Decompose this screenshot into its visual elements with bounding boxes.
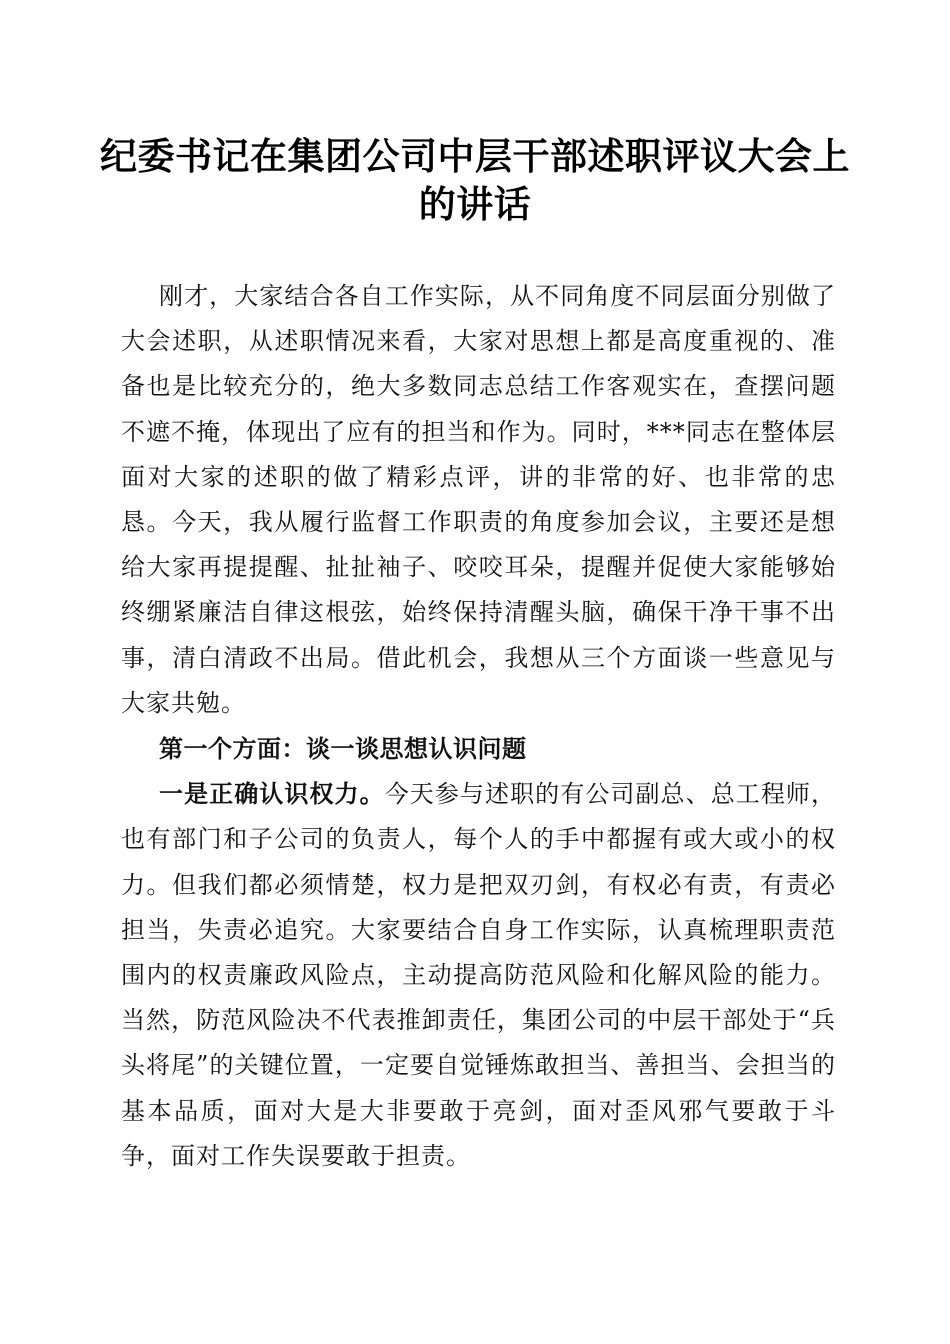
point-one-paragraph: [121, 771, 836, 1179]
opening-paragraph: 刚才，大家结合各自工作实际，从不同角度不同层面分别做了大会述职，从述职情况来看，大家对思想上都是高度重视的、准备也是比较充分的，绝大多数同志总结工作客观实在，查摆问题不遮不掩，体现出了应有的担当和作为。同时，***同志在整体层面对大家的述职的做了精彩点评，讲的非常的好、也非常的忠恳。今天，我从履行监督工作职责的角度参加会议，主要还是想给大家再提提醒、扯扯袖子、咬咬耳朵，提醒并促使大家能够始终绷紧廉洁自律这根弦，始终保持清醒头脑，确保干净干事不出事，清白清政不出局。借此机会，我想从三个方面谈一些意见与大家共勉。: [121, 282, 836, 717]
document-body: [121, 274, 836, 1179]
point-one-lead: 一是正确认识权力。: [159, 779, 385, 809]
section-heading: 第一个方面：谈一谈思想认识问题: [159, 734, 527, 764]
point-one-text: 今天参与述职的有公司副总、总工程师，也有部门和子公司的负责人，每个人的手中都握有或大或小的权力。但我们都必须情楚，权力是把双刃剑，有权必有责，有责必担当，失责必追究。大家要结合自身工作实际，认真梳理职责范围内的权责廉政风险点，主动提高防范风险和化解风险的能力。当然，防范风险决不代表推卸责任，集团公司的中层干部处于“兵头将尾”的关键位置，一定要自觉锤炼敢担当、善担当、会担当的基本品质，面对大是大非要敢于亮剑，面对歪风邪气要敢于斗争，面对工作失误要敢于担责。: [121, 780, 837, 1170]
document-title: 纪委书记在集团公司中层干部述职评议大会上的讲话: [100, 134, 850, 226]
